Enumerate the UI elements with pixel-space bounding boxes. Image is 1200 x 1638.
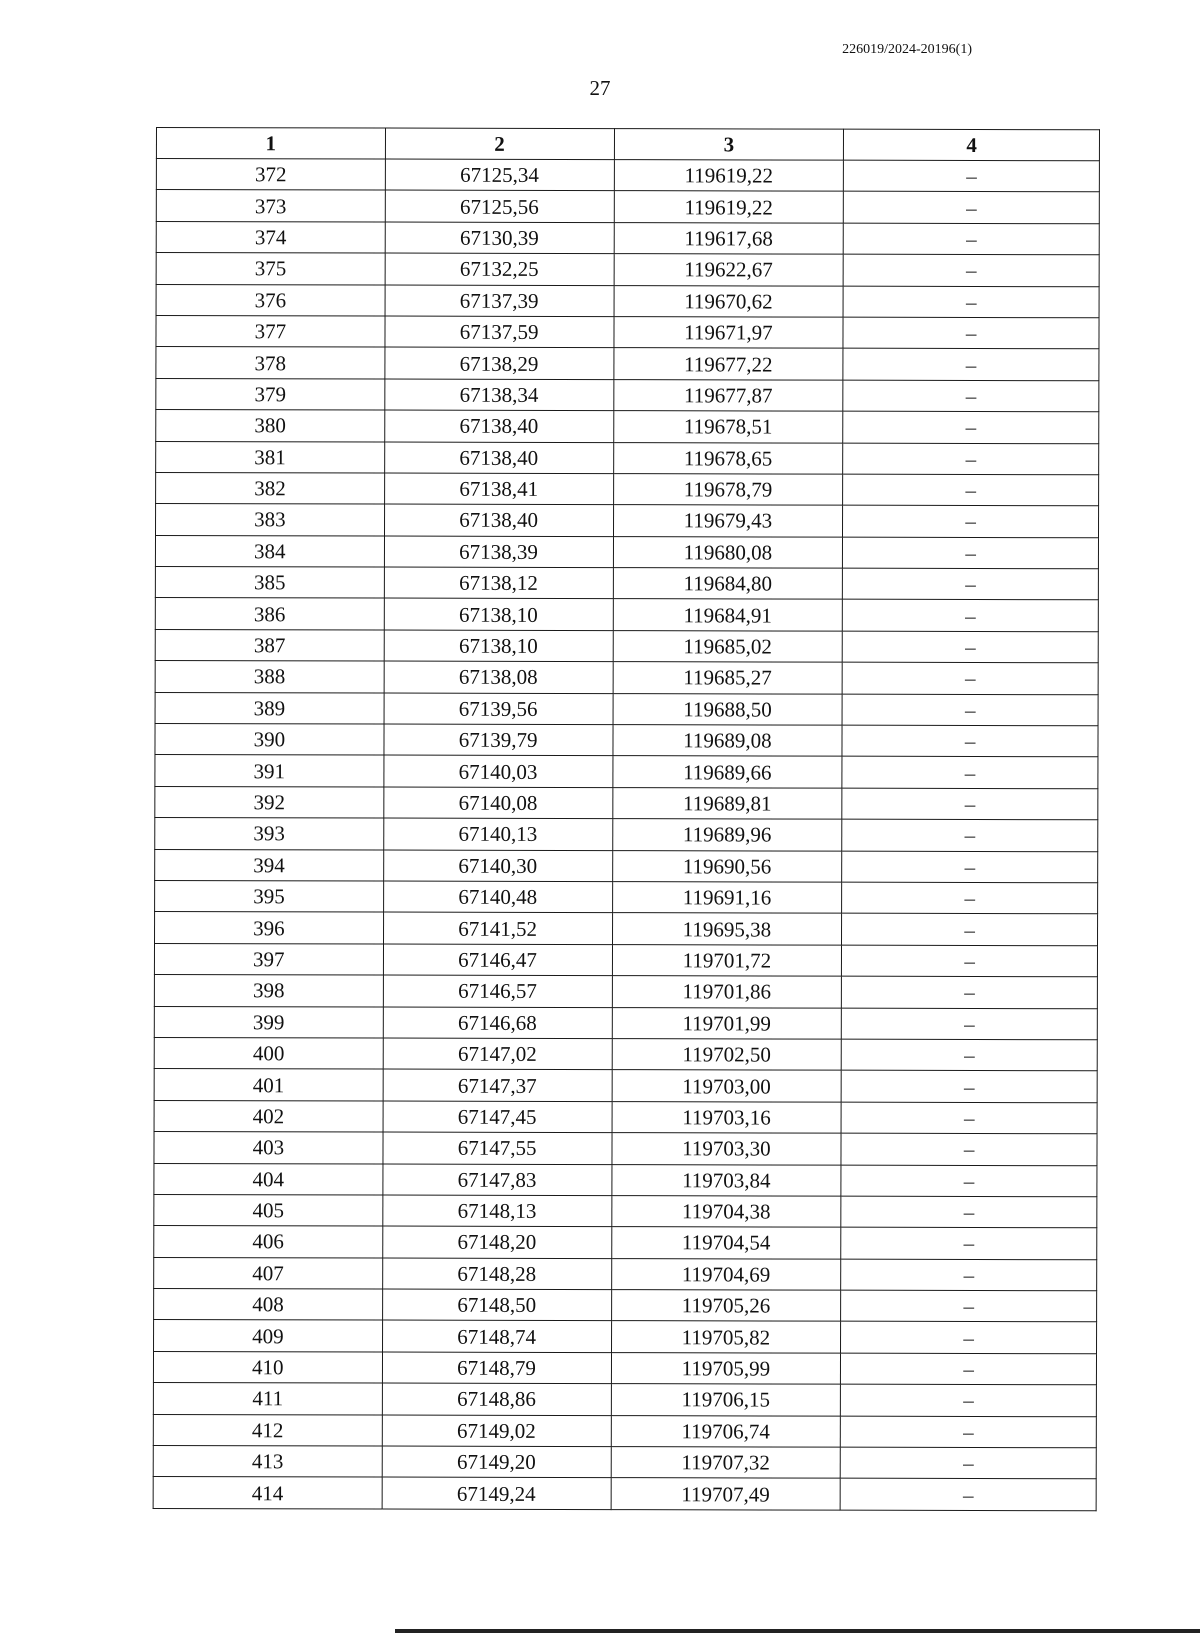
x-coordinate-cell: 67147,83: [383, 1164, 612, 1196]
table-row: [155, 880, 1098, 914]
y-coordinate-cell: 119704,54: [611, 1227, 841, 1259]
point-number-cell: 414: [153, 1477, 382, 1509]
point-number-cell: 391: [155, 755, 384, 787]
note-cell: –: [843, 380, 1099, 412]
point-number-cell: 411: [153, 1383, 382, 1415]
x-coordinate-cell: 67141,52: [383, 912, 612, 944]
point-number-cell: 401: [154, 1069, 383, 1101]
point-number-cell: 403: [154, 1132, 383, 1164]
x-coordinate-cell: 67148,86: [382, 1383, 611, 1415]
y-coordinate-cell: 119703,00: [612, 1070, 842, 1102]
note-cell: –: [842, 945, 1098, 977]
x-coordinate-cell: 67138,40: [384, 504, 613, 536]
x-coordinate-cell: 67146,68: [383, 1007, 612, 1039]
y-coordinate-cell: 119679,43: [613, 505, 843, 537]
point-number-cell: 394: [155, 849, 384, 881]
x-coordinate-cell: 67132,25: [385, 253, 614, 285]
y-coordinate-cell: 119689,81: [612, 787, 842, 819]
note-cell: –: [844, 160, 1100, 192]
note-cell: –: [841, 1196, 1097, 1228]
table-row: [154, 1289, 1097, 1323]
note-cell: –: [842, 631, 1098, 663]
table-row: [153, 1351, 1096, 1385]
x-coordinate-cell: 67138,10: [384, 599, 613, 631]
point-number-cell: 410: [153, 1351, 382, 1383]
column-header: 2: [385, 128, 614, 160]
point-number-cell: 375: [156, 253, 385, 285]
note-cell: –: [844, 192, 1100, 224]
note-cell: –: [842, 819, 1098, 851]
x-coordinate-cell: 67140,13: [383, 818, 612, 850]
x-coordinate-cell: 67148,13: [383, 1195, 612, 1227]
table-row: [154, 943, 1097, 977]
y-coordinate-cell: 119701,72: [612, 944, 842, 976]
note-cell: –: [840, 1479, 1096, 1511]
y-coordinate-cell: 119617,68: [614, 222, 844, 254]
note-cell: –: [842, 694, 1098, 726]
y-coordinate-cell: 119685,27: [613, 662, 843, 694]
table-row: [155, 629, 1098, 663]
note-cell: –: [840, 1447, 1096, 1479]
point-number-cell: 392: [155, 786, 384, 818]
x-coordinate-cell: 67125,56: [385, 190, 614, 222]
y-coordinate-cell: 119704,69: [611, 1258, 841, 1290]
y-coordinate-cell: 119680,08: [613, 536, 843, 568]
table-row: [154, 975, 1097, 1009]
note-cell: –: [843, 223, 1099, 255]
x-coordinate-cell: 67148,79: [382, 1352, 611, 1384]
table-row: [154, 1069, 1097, 1103]
table-row: [156, 504, 1099, 538]
table-row: [156, 253, 1099, 287]
point-number-cell: 399: [154, 1006, 383, 1038]
note-cell: –: [843, 505, 1099, 537]
table-row: [155, 818, 1098, 852]
x-coordinate-cell: 67130,39: [385, 222, 614, 254]
table-row: [154, 1226, 1097, 1260]
y-coordinate-cell: 119689,08: [612, 725, 842, 757]
x-coordinate-cell: 67148,50: [382, 1289, 611, 1321]
note-cell: –: [842, 851, 1098, 883]
note-cell: –: [841, 1227, 1097, 1259]
y-coordinate-cell: 119705,26: [611, 1290, 841, 1322]
table-row: [156, 378, 1099, 412]
y-coordinate-cell: 119622,67: [614, 254, 844, 286]
x-coordinate-cell: 67147,37: [383, 1069, 612, 1101]
point-number-cell: 396: [155, 912, 384, 944]
x-coordinate-cell: 67148,74: [382, 1321, 611, 1353]
y-coordinate-cell: 119671,97: [613, 317, 843, 349]
x-coordinate-cell: 67138,40: [384, 410, 613, 442]
point-number-cell: 381: [156, 441, 385, 473]
table-row: [154, 1037, 1097, 1071]
table-row: [155, 692, 1098, 726]
point-number-cell: 373: [156, 190, 385, 222]
column-header: 4: [844, 129, 1100, 161]
note-cell: –: [842, 976, 1098, 1008]
point-number-cell: 389: [155, 692, 384, 724]
table-row: [153, 1383, 1096, 1417]
point-number-cell: 397: [154, 943, 383, 975]
note-cell: –: [842, 757, 1098, 789]
table-row: [155, 535, 1098, 569]
point-number-cell: 378: [156, 347, 385, 379]
note-cell: –: [841, 1259, 1097, 1291]
point-number-cell: 395: [155, 880, 384, 912]
note-cell: –: [842, 662, 1098, 694]
table-row: [154, 1006, 1097, 1040]
y-coordinate-cell: 119703,16: [612, 1101, 842, 1133]
x-coordinate-cell: 67138,10: [384, 630, 613, 662]
note-cell: –: [843, 537, 1099, 569]
table-row: [156, 315, 1099, 349]
y-coordinate-cell: 119705,82: [611, 1321, 841, 1353]
coordinates-table: [153, 127, 1100, 1511]
table-row: [155, 786, 1098, 820]
table-row: [156, 159, 1099, 193]
table-row: [154, 1320, 1097, 1354]
table-row: [155, 598, 1098, 632]
y-coordinate-cell: 119689,96: [612, 819, 842, 851]
x-coordinate-cell: 67138,29: [385, 347, 614, 379]
x-coordinate-cell: 67138,39: [384, 536, 613, 568]
page-number: 27: [589, 76, 611, 100]
note-cell: –: [843, 568, 1099, 600]
y-coordinate-cell: 119678,79: [613, 474, 843, 506]
x-coordinate-cell: 67147,55: [383, 1132, 612, 1164]
note-cell: –: [842, 882, 1098, 914]
point-number-cell: 379: [156, 378, 385, 410]
y-coordinate-cell: 119701,86: [612, 976, 842, 1008]
table-row: [155, 567, 1098, 601]
note-cell: –: [842, 725, 1098, 757]
table-body: [153, 159, 1099, 1511]
table-row: [155, 755, 1098, 789]
y-coordinate-cell: 119703,84: [611, 1164, 841, 1196]
note-cell: –: [843, 474, 1099, 506]
y-coordinate-cell: 119701,99: [612, 1007, 842, 1039]
y-coordinate-cell: 119695,38: [612, 913, 842, 945]
note-cell: –: [841, 1071, 1097, 1103]
x-coordinate-cell: 67137,39: [385, 285, 614, 317]
y-coordinate-cell: 119706,74: [611, 1415, 841, 1447]
y-coordinate-cell: 119688,50: [613, 693, 843, 725]
scan-edge-line: [395, 1629, 1200, 1633]
point-number-cell: 390: [155, 724, 384, 756]
table-row: [156, 410, 1099, 444]
note-cell: –: [843, 349, 1099, 381]
point-number-cell: 385: [155, 567, 384, 599]
note-cell: –: [842, 914, 1098, 946]
point-number-cell: 400: [154, 1037, 383, 1069]
note-cell: –: [841, 1133, 1097, 1165]
x-coordinate-cell: 67138,08: [384, 661, 613, 693]
point-number-cell: 404: [154, 1163, 383, 1195]
column-header: 1: [156, 128, 385, 160]
y-coordinate-cell: 119690,56: [612, 850, 842, 882]
point-number-cell: 376: [156, 284, 385, 316]
note-cell: –: [841, 1353, 1097, 1385]
x-coordinate-cell: 67138,40: [384, 442, 613, 474]
x-coordinate-cell: 67146,47: [383, 944, 612, 976]
table-row: [156, 190, 1099, 224]
x-coordinate-cell: 67140,03: [384, 755, 613, 787]
note-cell: –: [841, 1102, 1097, 1134]
note-cell: –: [843, 286, 1099, 318]
point-number-cell: 382: [156, 472, 385, 504]
x-coordinate-cell: 67140,48: [383, 881, 612, 913]
point-number-cell: 405: [154, 1194, 383, 1226]
note-cell: –: [843, 443, 1099, 475]
table-row: [156, 441, 1099, 475]
x-coordinate-cell: 67146,57: [383, 975, 612, 1007]
x-coordinate-cell: 67149,24: [382, 1477, 611, 1509]
column-header: 3: [614, 129, 844, 161]
point-number-cell: 380: [156, 410, 385, 442]
y-coordinate-cell: 119702,50: [612, 1039, 842, 1071]
x-coordinate-cell: 67140,30: [383, 850, 612, 882]
table-row: [156, 472, 1099, 506]
table-row: [156, 347, 1099, 381]
y-coordinate-cell: 119691,16: [612, 882, 842, 914]
note-cell: –: [841, 1039, 1097, 1071]
table-row: [155, 661, 1098, 695]
point-number-cell: 409: [154, 1320, 383, 1352]
table-row: [155, 849, 1098, 883]
y-coordinate-cell: 119684,80: [613, 568, 843, 600]
x-coordinate-cell: 67139,79: [384, 724, 613, 756]
point-number-cell: 398: [154, 975, 383, 1007]
table-row: [155, 724, 1098, 758]
table-row: [154, 1163, 1097, 1197]
point-number-cell: 386: [155, 598, 384, 630]
note-cell: –: [843, 254, 1099, 286]
y-coordinate-cell: 119678,51: [613, 411, 843, 443]
note-cell: –: [841, 1384, 1097, 1416]
y-coordinate-cell: 119705,99: [611, 1352, 841, 1384]
table-row: [154, 1194, 1097, 1228]
table-row: [153, 1477, 1096, 1511]
y-coordinate-cell: 119707,49: [611, 1478, 841, 1510]
note-cell: –: [843, 600, 1099, 632]
y-coordinate-cell: 119706,15: [611, 1384, 841, 1416]
point-number-cell: 402: [154, 1100, 383, 1132]
table-row: [156, 284, 1099, 318]
x-coordinate-cell: 67140,08: [384, 787, 613, 819]
x-coordinate-cell: 67138,12: [384, 567, 613, 599]
point-number-cell: 406: [154, 1226, 383, 1258]
x-coordinate-cell: 67147,02: [383, 1038, 612, 1070]
note-cell: –: [843, 411, 1099, 443]
point-number-cell: 374: [156, 221, 385, 253]
y-coordinate-cell: 119677,87: [613, 379, 843, 411]
y-coordinate-cell: 119689,66: [612, 756, 842, 788]
x-coordinate-cell: 67137,59: [385, 316, 614, 348]
y-coordinate-cell: 119703,30: [611, 1133, 841, 1165]
y-coordinate-cell: 119707,32: [611, 1447, 841, 1479]
x-coordinate-cell: 67138,41: [384, 473, 613, 505]
table-row: [154, 1257, 1097, 1291]
note-cell: –: [842, 1008, 1098, 1040]
x-coordinate-cell: 67149,02: [382, 1415, 611, 1447]
y-coordinate-cell: 119670,62: [614, 285, 844, 317]
x-coordinate-cell: 67149,20: [382, 1446, 611, 1478]
y-coordinate-cell: 119704,38: [611, 1196, 841, 1228]
table-row: [153, 1414, 1096, 1448]
x-coordinate-cell: 67139,56: [384, 693, 613, 725]
point-number-cell: 377: [156, 315, 385, 347]
note-cell: –: [841, 1322, 1097, 1354]
y-coordinate-cell: 119619,22: [614, 160, 844, 192]
point-number-cell: 383: [156, 504, 385, 536]
x-coordinate-cell: 67147,45: [383, 1101, 612, 1133]
y-coordinate-cell: 119685,02: [613, 630, 843, 662]
point-number-cell: 393: [155, 818, 384, 850]
table-header-row: [156, 128, 1099, 161]
y-coordinate-cell: 119684,91: [613, 599, 843, 631]
point-number-cell: 413: [153, 1446, 382, 1478]
y-coordinate-cell: 119619,22: [614, 191, 844, 223]
table-row: [154, 1100, 1097, 1134]
point-number-cell: 372: [156, 159, 385, 191]
point-number-cell: 412: [153, 1414, 382, 1446]
point-number-cell: 408: [154, 1289, 383, 1321]
y-coordinate-cell: 119678,65: [613, 442, 843, 474]
table-row: [156, 221, 1099, 255]
table-row: [154, 1132, 1097, 1166]
point-number-cell: 384: [155, 535, 384, 567]
note-cell: –: [843, 317, 1099, 349]
point-number-cell: 407: [154, 1257, 383, 1289]
x-coordinate-cell: 67125,34: [385, 159, 614, 191]
x-coordinate-cell: 67148,28: [382, 1258, 611, 1290]
x-coordinate-cell: 67138,34: [385, 379, 614, 411]
note-cell: –: [841, 1416, 1097, 1448]
table-row: [153, 1446, 1096, 1480]
table-row: [155, 912, 1098, 946]
point-number-cell: 388: [155, 661, 384, 693]
document-number: 226019/2024-20196(1): [842, 42, 972, 57]
x-coordinate-cell: 67148,20: [382, 1226, 611, 1258]
note-cell: –: [841, 1290, 1097, 1322]
point-number-cell: 387: [155, 629, 384, 661]
note-cell: –: [841, 1165, 1097, 1197]
y-coordinate-cell: 119677,22: [613, 348, 843, 380]
note-cell: –: [842, 788, 1098, 820]
